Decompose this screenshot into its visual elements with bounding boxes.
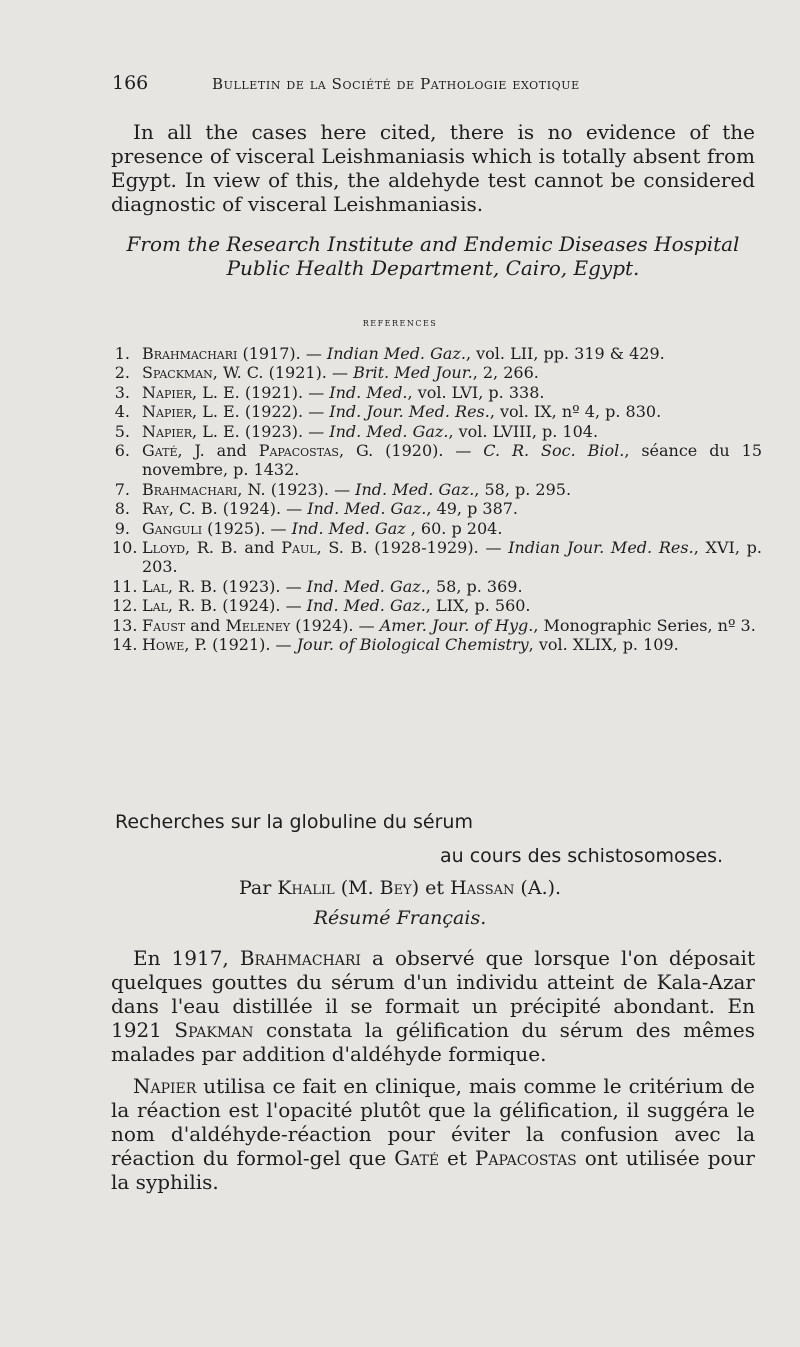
reference-author: Napier [142,421,193,441]
reference-details: , 60. p 204. [405,518,503,538]
reference-journal: Ind. Med. Gaz. [355,479,475,499]
reference-author-2: Paul [281,538,317,558]
reference-number: 14. [112,635,138,655]
author-title: Bey [379,877,412,899]
reference-item [112,499,762,518]
reference-text: , L. E. (1923). — [192,421,330,441]
reference-number: 7. [114,479,130,499]
reference-journal: C. R. Soc. Biol. [483,441,625,461]
reference-details: , Monographic Series, nº 3. [533,615,756,635]
reference-text: , C. B. (1924). — [168,499,308,519]
reference-journal: Amer. Jour. of Hyg. [379,615,534,635]
reference-number: 11. [112,576,138,596]
reference-number: 13. [112,615,138,635]
reference-author: Napier [142,402,193,422]
author-khalil: Khalil [277,877,335,899]
reference-text: and [185,615,226,635]
reference-details: , vol. LII, pp. 319 & 429. [465,344,665,363]
reference-journal: Ind. Med. Gaz. [306,596,426,616]
reference-author: Howe [142,635,185,655]
author-initial: (M. [334,877,380,899]
reference-author: Spackman [142,363,213,383]
reference-journal: Ind. Med. Gaz. [329,421,449,441]
page-number: 166 [112,72,149,94]
reference-details: , vol. LVIII, p. 104. [448,421,599,441]
reference-details: , LIX, p. 560. [425,596,531,616]
reference-item [112,422,762,441]
reference-number: 4. [114,402,130,422]
references-heading: references [362,316,438,329]
affiliation [111,232,755,280]
p2-text-b: ont utilisée pour la syphilis. [111,1146,755,1194]
reference-text: , R. B. (1924). — [167,596,307,616]
resume-label: Résumé Français. [313,907,487,929]
affiliation-line-2: Public Health Department, Cairo, Egypt. [226,256,640,280]
reference-item [112,441,762,480]
authors-prefix: Par [238,877,278,899]
reference-number: 5. [114,421,130,441]
reference-number: 3. [114,382,130,402]
reference-text: , P. (1921). — [184,635,297,655]
reference-number: 1. [114,344,130,363]
p1-text-a: En 1917, [133,946,240,970]
reference-text: , L. E. (1921). — [192,382,330,402]
reference-item [112,363,762,382]
p2-name-papacostas: Papacostas [474,1146,577,1170]
reference-journal: Ind. Jour. Med. Res. [329,402,490,422]
reference-author: Gaté [142,441,178,461]
author-initial-2: (A.). [514,877,562,899]
reference-text: , R. B. (1923). — [167,576,307,596]
p1-name-spakman: Spakman [174,1018,254,1042]
running-title: Bulletin de la Société de Pathologie exotique [212,75,580,93]
article-title-line-2: au cours des schistosomoses. [440,845,724,867]
reference-text: , W. C. (1921). — [212,363,354,383]
affiliation-line-1: From the Research Institute and Endemic Diseases Hospital [126,232,740,256]
page-header [112,72,755,96]
reference-text-2: , S. B. (1928-1929). — [316,538,509,558]
reference-journal: Ind. Med. Gaz. [306,576,426,596]
reference-number: 10. [112,538,138,558]
reference-details: , séance du 15 novembre, p. 1432. [142,441,763,480]
reference-author: Faust [142,615,186,635]
reference-author: Lal [142,596,168,616]
reference-text: , L. E. (1922). — [192,402,330,422]
reference-item [112,402,762,421]
reference-author: Brahmachari [142,479,238,499]
reference-number: 6. [114,441,130,461]
reference-item [112,480,762,499]
reference-details: , 2, 266. [472,363,539,383]
reference-text: , R. B. and [185,538,282,558]
reference-number: 2. [114,363,130,383]
reference-author-2: Meleney [225,615,291,635]
intro-paragraph [111,120,755,216]
reference-number: 8. [114,499,130,519]
reference-details: , vol. XLIX, p. 109. [528,635,679,655]
p2-text-a: utilisa ce fait en clinique, mais comme le critérium de la réaction est l'opacité plutôt que la gélification, il suggéra le nom d'aldéhyde-réaction pour éviter la confusion avec la réaction du formol-gel que [111,1074,755,1170]
reference-author-2: Papacostas [258,441,339,461]
reference-journal: Ind. Med. Gaz. [307,499,427,519]
reference-text: (1917). — [237,344,327,363]
reference-author: Napier [142,382,193,402]
p1-text-c: constata la gélification du sérum des mêmes malades par addition d'aldéhyde formique. [111,1018,755,1066]
intro-text: In all the cases here cited, there is no evidence of the presence of visceral Leishmaniasis which is totally absent from Egypt. In view of this, the aldehyde test cannot be considered diagnostic of visceral Leishmaniasis. [111,120,755,216]
reference-journal: Ind. Med. Gaz [291,518,406,538]
reference-author: Brahmachari [142,344,238,363]
reference-details: , vol. LVI, p. 338. [407,382,545,402]
reference-item [112,635,762,654]
french-paragraph-1 [111,946,755,1066]
reference-text-2: , G. (1920). — [338,441,484,461]
article-authors [0,876,800,900]
author-hassan: Hassan [450,877,515,899]
reference-item [112,383,762,402]
p1-text-b: a observé que lorsque l'on déposait quelques gouttes du sérum d'un individu atteint de Kala-Azar dans l'eau distillée il se formait un précipité abondant. En 1921 [111,946,755,1042]
article-title-line-1: Recherches sur la globuline du sérum [115,811,473,833]
reference-item [112,538,762,577]
reference-text: , N. (1923). — [237,479,356,499]
p2-name-napier: Napier [133,1074,197,1098]
reference-journal: Indian Med. Gaz. [326,344,466,363]
reference-text: , J. and [177,441,259,461]
reference-author: Lal [142,576,168,596]
reference-journal: Indian Jour. Med. Res. [508,538,694,558]
reference-author: Ray [142,499,169,519]
reference-author: Lloyd [142,538,186,558]
reference-details: , vol. IX, nº 4, p. 830. [489,402,662,422]
reference-item [112,577,762,596]
reference-author: Ganguli [142,518,203,538]
p2-text-and: et [439,1146,475,1170]
reference-details: , 49, p 387. [426,499,519,519]
reference-item [112,344,762,363]
reference-text: (1925). — [202,518,292,538]
french-paragraph-2 [111,1074,755,1194]
reference-number: 9. [114,518,130,538]
reference-details: , 58, p. 295. [474,479,572,499]
reference-details: , 58, p. 369. [425,576,523,596]
author-separator: ) et [411,877,451,899]
p1-name-brahmachari: Brahmachari [239,946,361,970]
reference-item [112,616,762,635]
reference-journal: Ind. Med. [329,382,408,402]
reference-journal: Jour. of Biological Chemistry [296,635,529,655]
reference-item [112,596,762,615]
reference-text-2: (1924). — [290,615,380,635]
p2-name-gate: Gaté [394,1146,440,1170]
reference-item [112,519,762,538]
reference-list [112,344,762,655]
reference-journal: Brit. Med Jour. [353,363,473,383]
reference-number: 12. [112,596,138,616]
reference-details: , XVI, p. 203. [142,538,763,577]
